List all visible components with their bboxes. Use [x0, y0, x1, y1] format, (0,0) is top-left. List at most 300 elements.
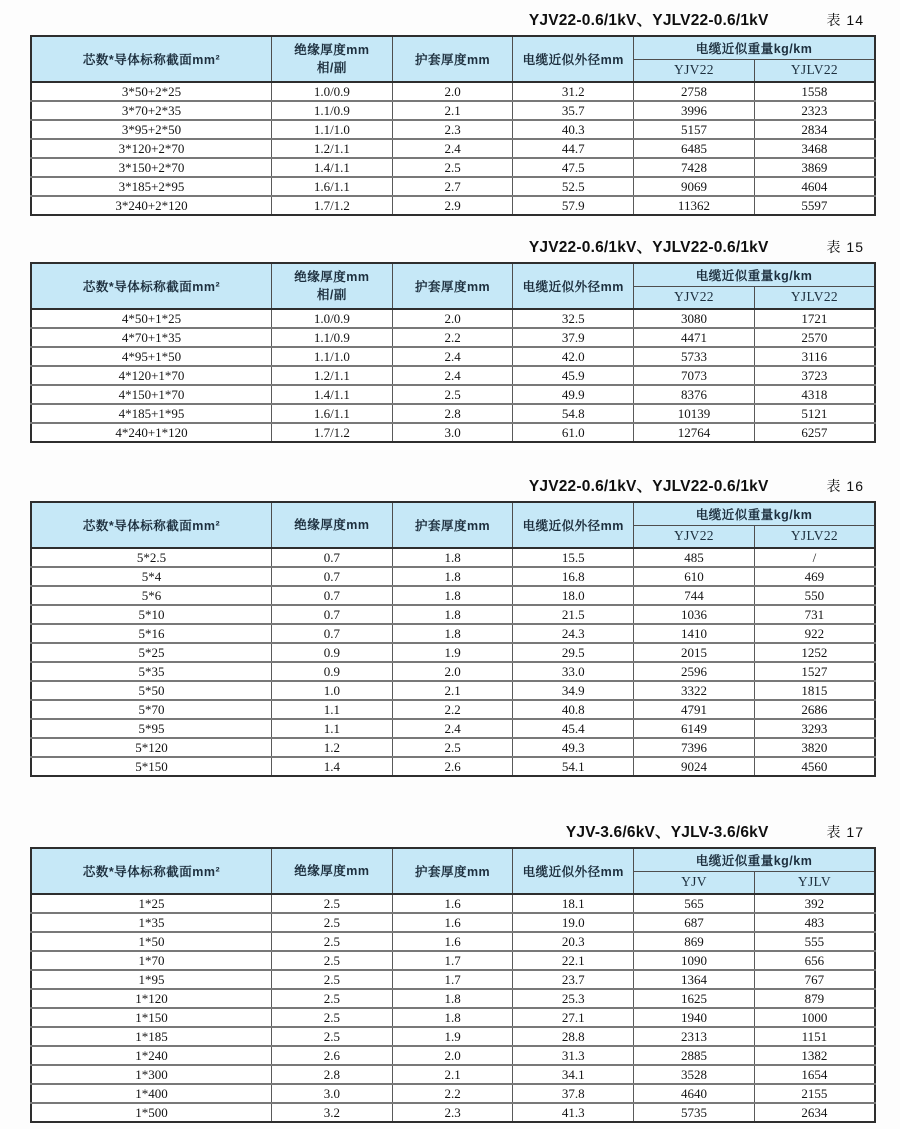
cell: 3996: [634, 101, 755, 120]
table-section-14: [30, 8, 876, 216]
insulation-header-line1: 绝缘厚度mm: [294, 42, 370, 57]
cell: 1036: [634, 605, 755, 624]
table-title: YJV22-0.6/1kV、YJLV22-0.6/1kV: [528, 478, 769, 495]
table-body: [31, 548, 875, 776]
cell: 1.0/0.9: [272, 309, 393, 328]
table-row: [31, 366, 875, 385]
cell: 1.6: [392, 913, 513, 932]
cell: 7428: [634, 158, 755, 177]
cell: 610: [634, 567, 755, 586]
cell: 1*300: [31, 1065, 272, 1084]
table-16-title-row: [30, 474, 876, 495]
cell: 9024: [634, 757, 755, 776]
table-row: [31, 605, 875, 624]
table-14-title-row: [30, 8, 876, 29]
cell: 2.4: [392, 139, 513, 158]
cell: 5*2.5: [31, 548, 272, 567]
col-header-weight-yjv22: YJV22: [634, 59, 755, 82]
table-row: [31, 757, 875, 776]
cell: 1252: [754, 643, 875, 662]
table-header: [31, 848, 875, 894]
cell: 1.6/1.1: [272, 404, 393, 423]
cell: 2.5: [272, 970, 393, 989]
cell: 6149: [634, 719, 755, 738]
cell: 2.5: [272, 913, 393, 932]
cell: 1.0/0.9: [272, 82, 393, 101]
cell: 1*35: [31, 913, 272, 932]
table-row: [31, 567, 875, 586]
table-row: [31, 1046, 875, 1065]
cell: 1.8: [392, 548, 513, 567]
cell: 1.9: [392, 1027, 513, 1046]
cell: 2313: [634, 1027, 755, 1046]
cell: 565: [634, 894, 755, 913]
cell: 731: [754, 605, 875, 624]
cell: 0.7: [272, 567, 393, 586]
col-header-weight-yjv22: YJV22: [634, 286, 755, 309]
cell: 8376: [634, 385, 755, 404]
col-header-weight-yjv: YJV: [634, 871, 755, 894]
cell: 6485: [634, 139, 755, 158]
col-header-weight-group: 电缆近似重量kg/km: [634, 263, 875, 286]
cell: 7396: [634, 738, 755, 757]
cell: 687: [634, 913, 755, 932]
table-row: [31, 139, 875, 158]
col-header-sheath: 护套厚度mm: [392, 848, 513, 894]
table-row: [31, 913, 875, 932]
cell: 3528: [634, 1065, 755, 1084]
cell: 4604: [754, 177, 875, 196]
cell: 1.2/1.1: [272, 366, 393, 385]
cell: 5157: [634, 120, 755, 139]
col-header-weight-yjlv: YJLV: [754, 871, 875, 894]
cell: 1.4/1.1: [272, 385, 393, 404]
cell: 2.4: [392, 366, 513, 385]
cell: 1.1/0.9: [272, 101, 393, 120]
cell: 10139: [634, 404, 755, 423]
cell: 40.8: [513, 700, 634, 719]
cell: 2.5: [272, 1008, 393, 1027]
cell: 34.1: [513, 1065, 634, 1084]
cell: 5*6: [31, 586, 272, 605]
cell: 2.8: [392, 404, 513, 423]
col-header-insulation: [272, 263, 393, 309]
insulation-header-line1: 绝缘厚度mm: [294, 517, 370, 532]
table-row: [31, 1084, 875, 1103]
cell: 2015: [634, 643, 755, 662]
cell: 1.4/1.1: [272, 158, 393, 177]
cell: 5121: [754, 404, 875, 423]
cell: 5*4: [31, 567, 272, 586]
cell: 3723: [754, 366, 875, 385]
cell: 1.9: [392, 643, 513, 662]
cell: 2.1: [392, 681, 513, 700]
col-header-core-section: 芯数*导体标称截面mm²: [31, 263, 272, 309]
cell: 1654: [754, 1065, 875, 1084]
table-15-title-row: [30, 235, 876, 256]
cell: 550: [754, 586, 875, 605]
cell: 1410: [634, 624, 755, 643]
cell: 5*95: [31, 719, 272, 738]
cable-spec-table: [30, 501, 876, 777]
cell: 0.9: [272, 643, 393, 662]
table-row: [31, 158, 875, 177]
cell: 5*25: [31, 643, 272, 662]
cell: 5*16: [31, 624, 272, 643]
cell: 2.0: [392, 662, 513, 681]
cell: 37.9: [513, 328, 634, 347]
table-row: [31, 404, 875, 423]
cell: 5*120: [31, 738, 272, 757]
cell: 31.2: [513, 82, 634, 101]
cell: 4318: [754, 385, 875, 404]
col-header-sheath: 护套厚度mm: [392, 263, 513, 309]
cell: 922: [754, 624, 875, 643]
cell: 0.7: [272, 624, 393, 643]
cell: 0.9: [272, 662, 393, 681]
cell: 49.3: [513, 738, 634, 757]
col-header-weight-yjlv22: YJLV22: [754, 525, 875, 548]
cell: 2.9: [392, 196, 513, 215]
table-row: [31, 347, 875, 366]
col-header-insulation: [272, 848, 393, 894]
table-number-label: 表 15: [826, 239, 864, 255]
cell: 4*240+1*120: [31, 423, 272, 442]
cell: 2.0: [392, 309, 513, 328]
table-row: [31, 196, 875, 215]
cell: 12764: [634, 423, 755, 442]
cell: 24.3: [513, 624, 634, 643]
cell: 2.2: [392, 328, 513, 347]
table-row: [31, 643, 875, 662]
cell: 5735: [634, 1103, 755, 1122]
cell: 1.8: [392, 605, 513, 624]
table-17-title-row: [30, 820, 876, 841]
cell: 1558: [754, 82, 875, 101]
cell: 3*50+2*25: [31, 82, 272, 101]
cell: 25.3: [513, 989, 634, 1008]
cell: 2570: [754, 328, 875, 347]
cell: 1815: [754, 681, 875, 700]
cell: 4*70+1*35: [31, 328, 272, 347]
cell: 18.0: [513, 586, 634, 605]
cell: 2.2: [392, 700, 513, 719]
table-row: [31, 1008, 875, 1027]
cell: 879: [754, 989, 875, 1008]
cell: 2.6: [392, 757, 513, 776]
cell: 469: [754, 567, 875, 586]
cell: 61.0: [513, 423, 634, 442]
table-row: [31, 700, 875, 719]
cell: 45.9: [513, 366, 634, 385]
cell: 1.1/1.0: [272, 347, 393, 366]
col-header-weight-yjlv22: YJLV22: [754, 59, 875, 82]
table-row: [31, 951, 875, 970]
cell: 4*50+1*25: [31, 309, 272, 328]
cell: 1527: [754, 662, 875, 681]
table-number-label: 表 14: [826, 12, 864, 28]
cable-spec-table: [30, 262, 876, 443]
cell: 1.2: [272, 738, 393, 757]
cell: 57.9: [513, 196, 634, 215]
cell: 21.5: [513, 605, 634, 624]
cell: 3*95+2*50: [31, 120, 272, 139]
insulation-header-line1: 绝缘厚度mm: [294, 269, 370, 284]
table-row: [31, 894, 875, 913]
table-number-label: 表 16: [826, 478, 864, 494]
table-title: YJV22-0.6/1kV、YJLV22-0.6/1kV: [528, 12, 769, 29]
cell: 18.1: [513, 894, 634, 913]
cell: 1.8: [392, 624, 513, 643]
cell: 3.2: [272, 1103, 393, 1122]
cell: 1382: [754, 1046, 875, 1065]
cell: 3.0: [272, 1084, 393, 1103]
col-header-diameter: 电缆近似外径mm: [513, 848, 634, 894]
table-row: [31, 328, 875, 347]
table-row: [31, 385, 875, 404]
cell: 54.8: [513, 404, 634, 423]
col-header-weight-group: 电缆近似重量kg/km: [634, 848, 875, 871]
cell: 3*150+2*70: [31, 158, 272, 177]
table-row: [31, 309, 875, 328]
cell: 2.8: [272, 1065, 393, 1084]
cell: 3*120+2*70: [31, 139, 272, 158]
cell: 5*10: [31, 605, 272, 624]
cell: 35.7: [513, 101, 634, 120]
cell: 28.8: [513, 1027, 634, 1046]
col-header-core-section: 芯数*导体标称截面mm²: [31, 848, 272, 894]
cell: 11362: [634, 196, 755, 215]
cell: 2.0: [392, 1046, 513, 1065]
cell: 42.0: [513, 347, 634, 366]
cell: 1*150: [31, 1008, 272, 1027]
cell: 485: [634, 548, 755, 567]
col-header-insulation: [272, 36, 393, 82]
table-row: [31, 120, 875, 139]
cell: 3080: [634, 309, 755, 328]
cell: 2.0: [392, 82, 513, 101]
col-header-insulation: [272, 502, 393, 548]
cell: 4*150+1*70: [31, 385, 272, 404]
cell: 392: [754, 894, 875, 913]
cell: 744: [634, 586, 755, 605]
col-header-weight-group: 电缆近似重量kg/km: [634, 502, 875, 525]
insulation-header-line2: 相/副: [316, 61, 347, 75]
cell: 656: [754, 951, 875, 970]
cell: 1*500: [31, 1103, 272, 1122]
cell: 2.5: [272, 932, 393, 951]
table-row: [31, 177, 875, 196]
cell: 3116: [754, 347, 875, 366]
cell: 3468: [754, 139, 875, 158]
cell: 767: [754, 970, 875, 989]
col-header-diameter: 电缆近似外径mm: [513, 502, 634, 548]
col-header-sheath: 护套厚度mm: [392, 502, 513, 548]
table-row: [31, 970, 875, 989]
table-body: [31, 894, 875, 1122]
cell: 1.8: [392, 989, 513, 1008]
cell: 1.8: [392, 586, 513, 605]
table-title: YJV-3.6/6kV、YJLV-3.6/6kV: [565, 824, 769, 841]
cell: 1.2/1.1: [272, 139, 393, 158]
insulation-header-line1: 绝缘厚度mm: [294, 863, 370, 878]
cell: 41.3: [513, 1103, 634, 1122]
cell: 4*95+1*50: [31, 347, 272, 366]
cell: 1.1/1.0: [272, 120, 393, 139]
cell: 16.8: [513, 567, 634, 586]
cable-spec-table: [30, 847, 876, 1123]
cell: 0.7: [272, 548, 393, 567]
table-row: [31, 586, 875, 605]
cell: 2.5: [392, 385, 513, 404]
col-header-weight-group: 电缆近似重量kg/km: [634, 36, 875, 59]
cell: 1721: [754, 309, 875, 328]
cell: 2885: [634, 1046, 755, 1065]
cell: 2.5: [272, 894, 393, 913]
cell: 2596: [634, 662, 755, 681]
cell: 1.8: [392, 1008, 513, 1027]
cell: 3*70+2*35: [31, 101, 272, 120]
cell: 2.3: [392, 1103, 513, 1122]
col-header-core-section: 芯数*导体标称截面mm²: [31, 36, 272, 82]
table-section-16: [30, 474, 876, 777]
table-row: [31, 101, 875, 120]
table-body: [31, 82, 875, 215]
table-row: [31, 423, 875, 442]
cell: 44.7: [513, 139, 634, 158]
cell: 1.7: [392, 970, 513, 989]
cell: 0.7: [272, 586, 393, 605]
cell: 1.0: [272, 681, 393, 700]
cell: 1*25: [31, 894, 272, 913]
cell: 2155: [754, 1084, 875, 1103]
cell: 1.7: [392, 951, 513, 970]
cell: 4640: [634, 1084, 755, 1103]
cell: 2.6: [272, 1046, 393, 1065]
cell: 1.7/1.2: [272, 423, 393, 442]
cell: 2.5: [392, 738, 513, 757]
cell: /: [754, 548, 875, 567]
cell: 37.8: [513, 1084, 634, 1103]
cell: 3*185+2*95: [31, 177, 272, 196]
cell: 5*70: [31, 700, 272, 719]
cell: 2.1: [392, 101, 513, 120]
insulation-header-line2: 相/副: [316, 288, 347, 302]
cell: 19.0: [513, 913, 634, 932]
table-header: [31, 263, 875, 309]
cell: 5597: [754, 196, 875, 215]
table-row: [31, 681, 875, 700]
table-section-15: [30, 235, 876, 443]
table-section-17: [30, 820, 876, 1123]
cell: 1*95: [31, 970, 272, 989]
cell: 45.4: [513, 719, 634, 738]
cell: 1000: [754, 1008, 875, 1027]
cell: 2.5: [272, 951, 393, 970]
cell: 49.9: [513, 385, 634, 404]
cell: 33.0: [513, 662, 634, 681]
cell: 2.5: [392, 158, 513, 177]
table-body: [31, 309, 875, 442]
cell: 1.8: [392, 567, 513, 586]
table-row: [31, 548, 875, 567]
cell: 4*120+1*70: [31, 366, 272, 385]
cell: 4560: [754, 757, 875, 776]
table-row: [31, 82, 875, 101]
cell: 1*70: [31, 951, 272, 970]
cell: 1151: [754, 1027, 875, 1046]
cell: 2.4: [392, 719, 513, 738]
cell: 1364: [634, 970, 755, 989]
cell: 0.7: [272, 605, 393, 624]
cell: 2.2: [392, 1084, 513, 1103]
cell: 9069: [634, 177, 755, 196]
cell: 34.9: [513, 681, 634, 700]
cell: 483: [754, 913, 875, 932]
table-title: YJV22-0.6/1kV、YJLV22-0.6/1kV: [528, 239, 769, 256]
table-row: [31, 989, 875, 1008]
cell: 3293: [754, 719, 875, 738]
cell: 31.3: [513, 1046, 634, 1065]
cell: 54.1: [513, 757, 634, 776]
table-row: [31, 719, 875, 738]
cell: 5*35: [31, 662, 272, 681]
cell: 2.3: [392, 120, 513, 139]
col-header-diameter: 电缆近似外径mm: [513, 263, 634, 309]
cell: 20.3: [513, 932, 634, 951]
cell: 52.5: [513, 177, 634, 196]
cell: 1*400: [31, 1084, 272, 1103]
cell: 1.1: [272, 700, 393, 719]
cell: 4*185+1*95: [31, 404, 272, 423]
cell: 5*50: [31, 681, 272, 700]
table-row: [31, 932, 875, 951]
cable-spec-table: [30, 35, 876, 216]
table-number-label: 表 17: [826, 824, 864, 840]
cell: 4471: [634, 328, 755, 347]
cell: 1*185: [31, 1027, 272, 1046]
table-header: [31, 502, 875, 548]
cell: 2686: [754, 700, 875, 719]
cell: 1.4: [272, 757, 393, 776]
cell: 40.3: [513, 120, 634, 139]
cell: 5*150: [31, 757, 272, 776]
cell: 1940: [634, 1008, 755, 1027]
cell: 2834: [754, 120, 875, 139]
cell: 2.5: [272, 989, 393, 1008]
cell: 1.6/1.1: [272, 177, 393, 196]
cell: 1.1/0.9: [272, 328, 393, 347]
cell: 2.5: [272, 1027, 393, 1046]
cell: 47.5: [513, 158, 634, 177]
cell: 2634: [754, 1103, 875, 1122]
cell: 1.1: [272, 719, 393, 738]
cell: 1*240: [31, 1046, 272, 1065]
table-row: [31, 1027, 875, 1046]
table-row: [31, 1065, 875, 1084]
cell: 3*240+2*120: [31, 196, 272, 215]
cell: 22.1: [513, 951, 634, 970]
cell: 23.7: [513, 970, 634, 989]
table-row: [31, 738, 875, 757]
col-header-diameter: 电缆近似外径mm: [513, 36, 634, 82]
cell: 869: [634, 932, 755, 951]
cell: 1*120: [31, 989, 272, 1008]
cell: 3.0: [392, 423, 513, 442]
cell: 32.5: [513, 309, 634, 328]
cell: 2.7: [392, 177, 513, 196]
col-header-core-section: 芯数*导体标称截面mm²: [31, 502, 272, 548]
